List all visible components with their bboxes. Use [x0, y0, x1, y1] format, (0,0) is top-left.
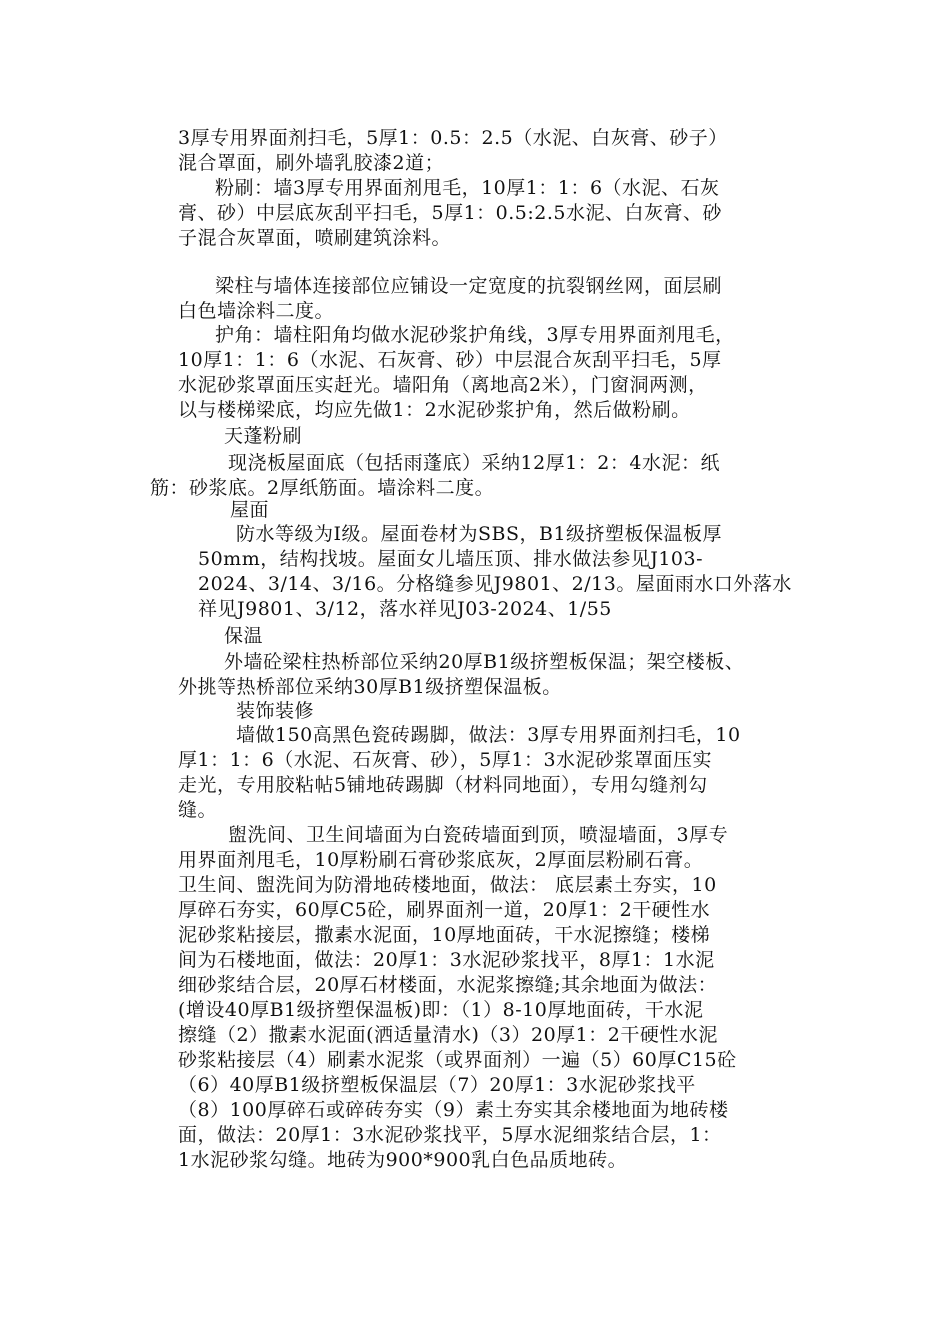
text-line: 擦缝（2）撒素水泥面(洒适量清水)（3）20厚1：2干硬性水泥: [178, 1024, 718, 1046]
text-line: 缝。: [178, 799, 218, 821]
text-line: 盥洗间、卫生间墙面为白瓷砖墙面到顶，喷湿墙面，3厚专: [228, 824, 729, 846]
text-line: 走光，专用胶粘帖5铺地砖踢脚（材料同地面），专用勾缝剂勾: [178, 774, 708, 796]
text-line: 厚碎石夯实，60厚C5砼，刷界面剂一道，20厚1：2干硬性水: [178, 899, 711, 921]
text-line: 用界面剂甩毛，10厚粉刷石膏砂浆底灰，2厚面层粉刷石膏。: [178, 849, 704, 871]
text-line: 间为石楼地面，做法：20厚1：3水泥砂浆找平，8厚1：1水泥: [178, 949, 715, 971]
text-line: （6）40厚B1级挤塑板保温层（7）20厚1：3水泥砂浆找平: [178, 1074, 696, 1096]
text-line: 现浇板屋面底（包括雨蓬底）采纳12厚1：2：4水泥：纸: [228, 452, 720, 474]
text-line: 面，做法：20厚1：3水泥砂浆找平，5厚水泥细浆结合层，1：: [178, 1124, 722, 1146]
section-heading: 天蓬粉刷: [224, 425, 303, 447]
text-line: 以与楼梯梁底，均应先做1：2水泥砂浆护角，然后做粉刷。: [178, 399, 691, 421]
section-heading: 保温: [224, 625, 264, 647]
text-line: 泥砂浆粘接层，撒素水泥面，10厚地面砖，干水泥擦缝；楼梯: [178, 924, 711, 946]
text-line: 筋：砂浆底。2厚纸筋面。墙涂料二度。: [150, 477, 495, 499]
section-heading: 装饰装修: [236, 700, 315, 722]
text-line: 3厚专用界面剂扫毛，5厚1：0.5：2.5（水泥、白灰膏、砂子）: [178, 127, 728, 149]
text-line: 白色墙涂料二度。: [178, 300, 335, 322]
text-line: （8）100厚碎石或碎砖夯实（9）素土夯实其余楼地面为地砖楼: [178, 1099, 729, 1121]
text-line: 粉刷：墙3厚专用界面剂甩毛，10厚1：1：6（水泥、石灰: [215, 177, 720, 199]
text-line: 防水等级为I级。屋面卷材为SBS，B1级挤塑板保温板厚: [236, 523, 723, 545]
text-line: 子混合灰罩面，喷刷建筑涂料。: [178, 227, 452, 249]
text-line: 膏、砂）中层底灰刮平扫毛，5厚1：0.5:2.5水泥、白灰膏、砂: [178, 202, 723, 224]
text-line: 砂浆粘接层（4）刷素水泥浆（或界面剂）一遍（5）60厚C15砼: [178, 1049, 737, 1071]
text-line: 1水泥砂浆勾缝。地砖为900*900乳白色品质地砖。: [178, 1149, 628, 1171]
text-line: 细砂浆结合层，20厚石材楼面，水泥浆擦缝;其余地面为做法：: [178, 974, 718, 996]
text-line: 卫生间、盥洗间为防滑地砖楼地面，做法： 底层素土夯实，10: [178, 874, 717, 896]
text-line: 护角：墙柱阳角均做水泥砂浆护角线，3厚专用界面剂甩毛，: [215, 324, 735, 346]
text-line: 50mm，结构找坡。屋面女儿墙压顶、排水做法参见J103-: [198, 548, 704, 570]
text-line: (增设40厚B1级挤塑保温板)即：（1）8-10厚地面砖，干水泥: [178, 999, 704, 1021]
text-line: 2024、3/14、3/16。分格缝参见J9801、2/13。屋面雨水口外落水: [198, 573, 792, 595]
section-heading: 屋面: [230, 499, 270, 521]
text-line: 外墙砼梁柱热桥部位采纳20厚B1级挤塑板保温；架空楼板、: [224, 651, 745, 673]
text-line: 混合罩面，刷外墙乳胶漆2道；: [178, 152, 445, 174]
text-line: 10厚1：1：6（水泥、石灰膏、砂）中层混合灰刮平扫毛，5厚: [178, 349, 722, 371]
text-line: 外挑等热桥部位采纳30厚B1级挤塑保温板。: [178, 676, 562, 698]
text-line: 梁柱与墙体连接部位应铺设一定宽度的抗裂钢丝网，面层刷: [215, 275, 723, 297]
text-line: 厚1：1：6（水泥、石灰膏、砂），5厚1：3水泥砂浆罩面压实: [178, 749, 713, 771]
text-line: 墙做150高黑色瓷砖踢脚，做法：3厚专用界面剂扫毛，10: [236, 724, 741, 746]
text-line: 水泥砂浆罩面压实赶光。墙阳角（离地高2米），门窗洞两测，: [178, 374, 708, 396]
text-line: 祥见J9801、3/12，落水祥见J03-2024、1/55: [198, 598, 612, 620]
